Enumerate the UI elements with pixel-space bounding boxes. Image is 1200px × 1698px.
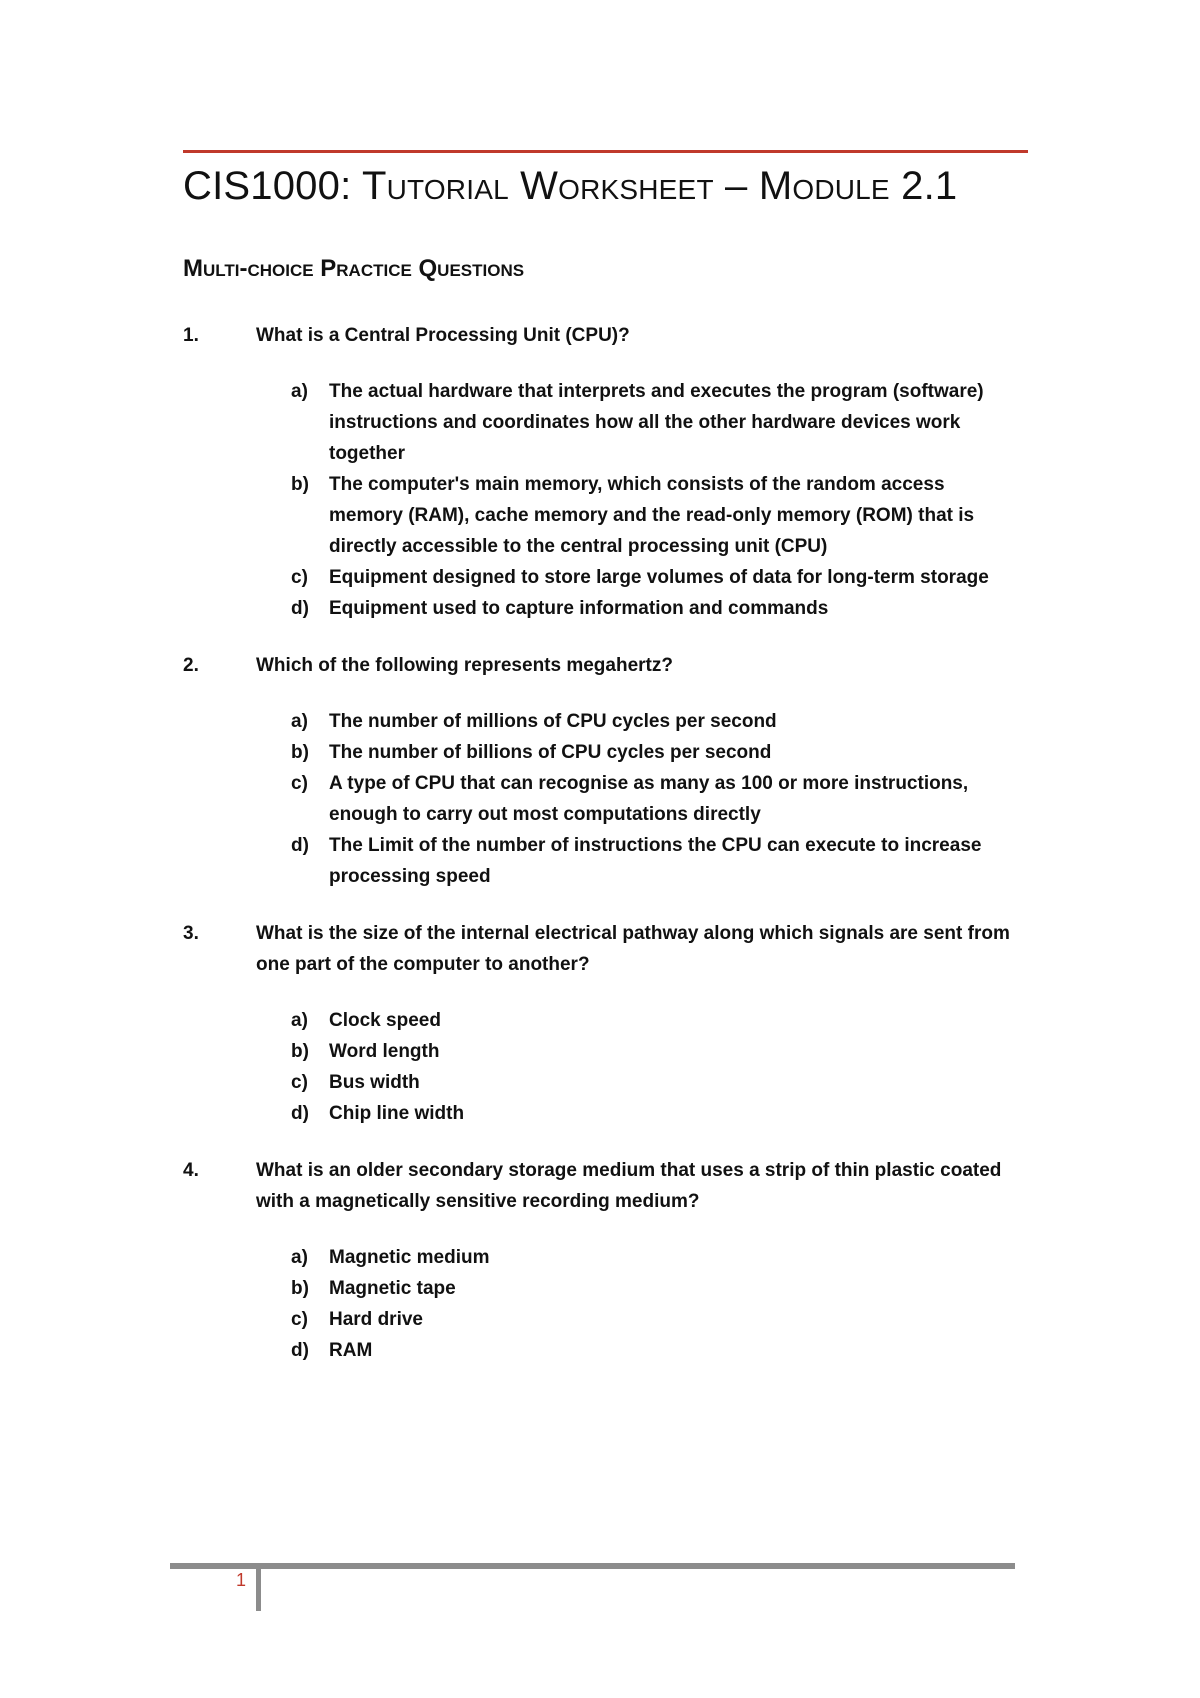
- option-text: Hard drive: [329, 1309, 423, 1330]
- option-letter: a): [291, 1247, 308, 1268]
- option-letter: a): [291, 381, 308, 402]
- option-text: Equipment designed to store large volumes of data for long-term storage: [329, 567, 989, 588]
- option-letter: b): [291, 1041, 309, 1062]
- answer-option: [291, 1304, 1028, 1335]
- answer-option: [291, 1098, 1028, 1129]
- question-heading: [183, 1155, 1028, 1217]
- answer-option: [291, 1005, 1028, 1036]
- answer-options: [183, 1005, 1028, 1129]
- answer-option: [291, 1036, 1028, 1067]
- question-number: 2.: [183, 655, 199, 676]
- option-letter: d): [291, 835, 309, 856]
- option-text: Word length: [329, 1041, 440, 1062]
- option-letter: d): [291, 1340, 309, 1361]
- answer-option: [291, 469, 1028, 562]
- question-heading: [183, 918, 1028, 980]
- answer-option: [291, 593, 1028, 624]
- question-number: 3.: [183, 923, 199, 944]
- option-text: The computer's main memory, which consists of the random access memory (RAM), cache memory and the read-only memory (ROM) that is directly accessible to the central processing unit (CPU): [329, 474, 975, 557]
- footer-divider: [256, 1569, 261, 1611]
- answer-option: [291, 1067, 1028, 1098]
- answer-options: [183, 376, 1028, 624]
- answer-option: [291, 830, 1028, 892]
- question-text: What is an older secondary storage medium that uses a strip of thin plastic coated with a magnetically sensitive recording medium?: [256, 1160, 1002, 1212]
- answer-option: [291, 737, 1028, 768]
- option-text: A type of CPU that can recognise as many as 100 or more instructions, enough to carry out most computations directly: [329, 773, 969, 825]
- section-heading: Multi-choice Practice Questions: [183, 255, 525, 282]
- option-text: The actual hardware that interprets and executes the program (software) instructions and coordinates how all the other hardware devices work together: [329, 381, 984, 464]
- option-text: The number of billions of CPU cycles per second: [329, 742, 772, 763]
- page-title: CIS1000: Tutorial Worksheet – Module 2.1: [183, 164, 958, 208]
- page-number: 1: [236, 1570, 247, 1590]
- answer-options: [183, 1242, 1028, 1366]
- question-item: [183, 650, 1028, 892]
- question-text: What is a Central Processing Unit (CPU)?: [256, 325, 630, 346]
- option-text: Equipment used to capture information and commands: [329, 598, 829, 619]
- option-letter: c): [291, 773, 308, 794]
- option-letter: b): [291, 742, 309, 763]
- option-text: Magnetic medium: [329, 1247, 490, 1268]
- question-list: [183, 320, 1028, 1392]
- option-letter: c): [291, 567, 308, 588]
- header-rule: [183, 150, 1028, 153]
- question-item: [183, 320, 1028, 624]
- option-letter: c): [291, 1309, 308, 1330]
- answer-option: [291, 1335, 1028, 1366]
- answer-option: [291, 1242, 1028, 1273]
- answer-option: [291, 562, 1028, 593]
- answer-option: [291, 1273, 1028, 1304]
- option-text: The Limit of the number of instructions the CPU can execute to increase processing speed: [329, 835, 982, 887]
- footer-rule: [170, 1563, 1015, 1569]
- option-text: Chip line width: [329, 1103, 465, 1124]
- option-text: Magnetic tape: [329, 1278, 456, 1299]
- question-text: What is the size of the internal electrical pathway along which signals are sent from one part of the computer to another?: [256, 923, 1010, 975]
- question-heading: [183, 320, 1028, 351]
- option-letter: a): [291, 711, 308, 732]
- option-letter: d): [291, 1103, 309, 1124]
- question-number: 1.: [183, 325, 199, 346]
- option-letter: c): [291, 1072, 308, 1093]
- answer-option: [291, 768, 1028, 830]
- answer-options: [183, 706, 1028, 892]
- answer-option: [291, 376, 1028, 469]
- question-item: [183, 1155, 1028, 1366]
- option-letter: b): [291, 1278, 309, 1299]
- option-letter: b): [291, 474, 309, 495]
- option-letter: d): [291, 598, 309, 619]
- option-text: The number of millions of CPU cycles per second: [329, 711, 777, 732]
- question-item: [183, 918, 1028, 1129]
- question-number: 4.: [183, 1160, 199, 1181]
- option-text: Clock speed: [329, 1010, 441, 1031]
- option-text: RAM: [329, 1340, 373, 1361]
- question-text: Which of the following represents megahertz?: [256, 655, 673, 676]
- answer-option: [291, 706, 1028, 737]
- question-heading: [183, 650, 1028, 681]
- option-letter: a): [291, 1010, 308, 1031]
- option-text: Bus width: [329, 1072, 420, 1093]
